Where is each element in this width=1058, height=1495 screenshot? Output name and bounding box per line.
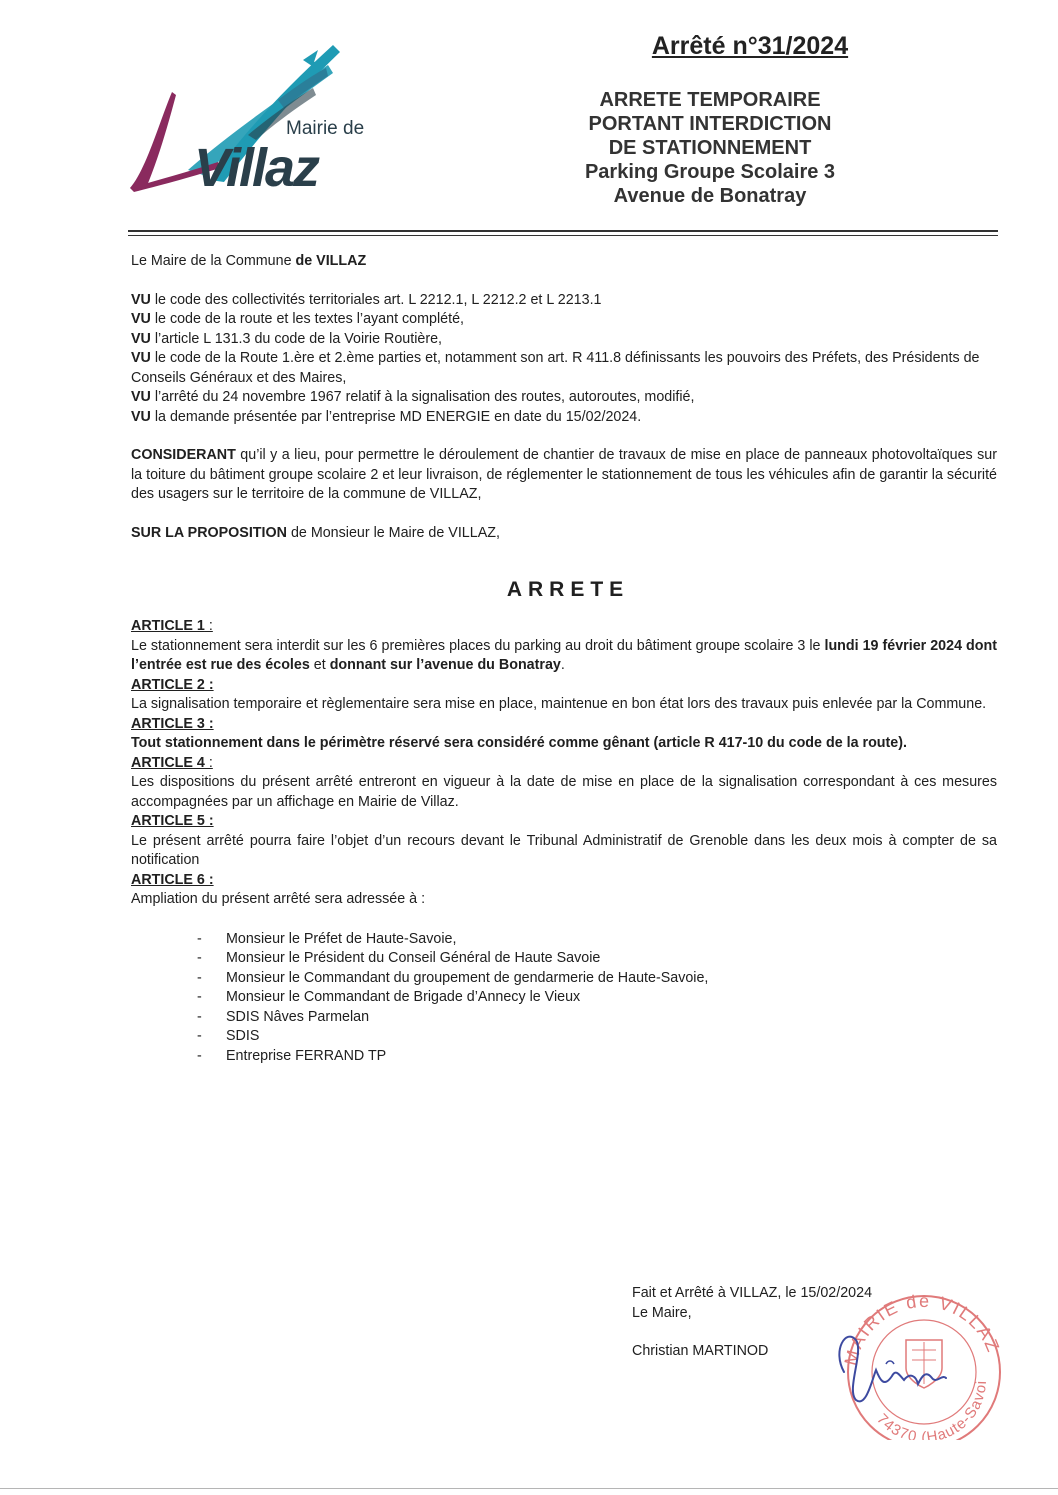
article-5-title: ARTICLE 5 : [131,813,214,829]
vu-label: VU [131,330,151,347]
vu-text: le code de la Route 1.ère et 2.ème parties et, notamment son art. R 411.8 définissants les pouvoirs des Préfets, des Présidents de Conseils Généraux et des Maires, [131,350,980,386]
list-item: - Entreprise FERRAND TP [131,1047,997,1067]
vu-label: VU [131,350,151,366]
arrete-number: Arrêté n°31/2024 [651,32,849,60]
list-item: - SDIS Nâves Parmelan [131,1008,997,1028]
proposition-text: de Monsieur le Maire de VILLAZ, [286,524,500,541]
article-title-sep: : [204,754,213,771]
signer-role: Le Maire, [632,1304,692,1321]
header-divider [128,235,998,236]
article-4-text: Les dispositions du présent arrêté entreront en vigueur à la date de mise en place de la signalisation correspondant à ces mesures accompagnées par un affichage en Mairie de Villaz. [131,774,997,810]
article-bold: donnant sur l’avenue du Bonatray [329,657,561,673]
header-divider [128,230,998,232]
list-item: - SDIS [131,1027,997,1047]
svg-text:MAIRIE de VILLAZ: MAIRIE de VILLAZ [840,1290,1004,1368]
article-title-sep: : [204,618,213,634]
article-bold: lundi 19 février 2024 dont l’entrée est rue des écoles [131,637,997,673]
vu-item [131,349,997,388]
svg-text:74370 (Haute-Savoie): 74370 (Haute-Savoi [873,1379,991,1440]
place-date: Fait et Arrêté à VILLAZ, le 15/02/2024 [632,1285,873,1301]
article-1-title [131,617,997,637]
title-line: DE STATIONNEMENT [608,137,812,159]
article-1-text [131,637,997,676]
vu-text: le code de la route et les textes l’ayant complété, [150,311,464,327]
article-title-text: ARTICLE 4 [131,754,205,771]
list-item: - Monsieur le Commandant du groupement de gendarmerie de Haute-Savoie, [131,969,997,989]
title-line: ARRETE TEMPORAIRE [599,89,821,111]
vu-label: VU [131,389,151,405]
article-text: . [560,657,565,673]
page-edge [0,1488,1058,1489]
title-line: Avenue de Bonatray [613,185,807,207]
vu-item [131,408,997,428]
list-item: - Monsieur le Président du Conseil Général de Haute Savoie [131,949,997,969]
considerant-paragraph [131,446,997,505]
vu-label: VU [131,408,151,425]
title-line: Parking Groupe Scolaire 3 [584,161,836,183]
official-stamp [826,1280,1016,1440]
list-item: - Monsieur le Commandant de Brigade d’Annecy le Vieux [131,988,997,1008]
document-body [131,252,997,1066]
article-3-title: ARTICLE 3 : [131,715,214,732]
vu-item [131,291,997,311]
vu-item [131,330,997,350]
article-2-text: La signalisation temporaire et règlementaire sera mise en place, maintenue en bon état lors des travaux puis enlevée par la Commune. [131,696,987,712]
proposition-paragraph [131,524,997,544]
vu-text: l’article L 131.3 du code de la Voirie Routière, [150,330,443,347]
intro-prefix: Le Maire de la Commune [131,253,296,269]
vu-text: l’arrêté du 24 novembre 1967 relatif à la signalisation des routes, autoroutes, modifié, [150,389,695,405]
vu-label: VU [131,311,151,327]
arrete-title [560,88,860,208]
vu-text: la demande présentée par l’entreprise MD ENERGIE en date du 15/02/2024. [150,408,642,425]
article-text: Le stationnement sera interdit sur les 6 premières places du parking au droit du bâtiment groupe scolaire 3 le [131,637,825,654]
article-6-text: Ampliation du présent arrêté sera adressée à : [131,891,426,907]
vu-item [131,388,997,408]
list-item: - Monsieur le Préfet de Haute-Savoie, [131,930,997,950]
signer-name: Christian MARTINOD [632,1343,769,1359]
considerant-label: CONSIDERANT [131,447,236,463]
considerant-text: qu’il y a lieu, pour permettre le déroulement de chantier de travaux de mise en place de panneaux photovoltaïques sur la toiture du bâtiment groupe scolaire 2 et leur livraison, de réglementer le stationnement de tous les véhicules afin de garantir la sécurité des usagers sur le territoire de la commune de VILLAZ, [131,447,997,502]
mairie-logo [128,40,408,200]
article-5-text: Le présent arrêté pourra faire l’objet d’un recours devant le Tribunal Administratif de Grenoble dans les deux mois à compter de sa notification [131,832,997,868]
article-text: et [309,657,330,673]
title-line: PORTANT INTERDICTION [588,113,832,135]
article-title-text: ARTICLE 1 [131,618,205,634]
vu-item [131,310,997,330]
proposition-label: SUR LA PROPOSITION [131,524,287,541]
distribution-list [131,930,997,1067]
intro-commune: de VILLAZ [295,253,367,269]
intro-line [131,252,997,272]
article-2-title: ARTICLE 2 : [131,676,214,693]
article-6-title: ARTICLE 6 : [131,871,214,888]
vu-list [131,291,997,428]
logo-text-mairie: Mairie de [286,118,365,139]
vu-label: VU [131,291,151,308]
vu-text: le code des collectivités territoriales art. L 2212.1, L 2212.2 et L 2213.1 [150,291,602,308]
article-3-text: Tout stationnement dans le périmètre réservé sera considéré comme gênant (article R 417-10 du code de la route). [131,735,907,751]
article-4-title [131,754,997,774]
logo-text-villaz: Villaz [194,138,319,198]
arrete-heading: ARRETE [506,578,630,601]
